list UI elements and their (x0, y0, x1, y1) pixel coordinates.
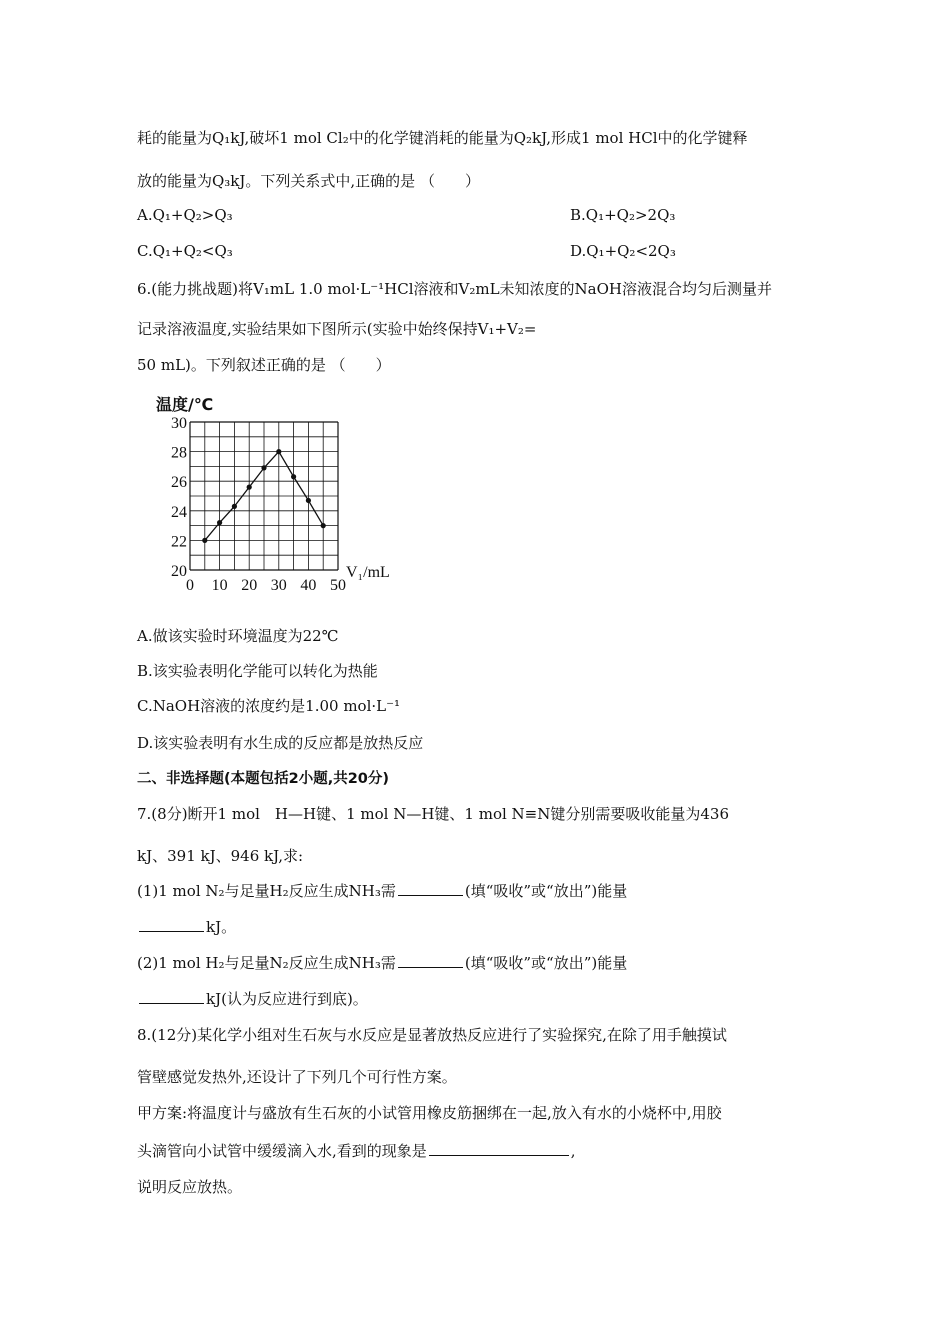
chart-grid (190, 422, 338, 570)
q5-line2: 放的能量为Q₃kJ。下列关系式中,正确的是 （ ） (137, 172, 480, 190)
x-tick-label: 30 (270, 577, 287, 594)
data-point (247, 485, 252, 490)
q8-line5: 说明反应放热。 (137, 1178, 243, 1196)
q5-option-d: D.Q₁+Q₂<2Q₃ (570, 242, 676, 260)
x-tick-label: 50 (330, 577, 346, 594)
q8-line3: 甲方案:将温度计与盛放有生石灰的小试管用橡皮筋捆绑在一起,放入有水的小烧杯中,用胶 (137, 1104, 722, 1122)
data-point (261, 465, 266, 470)
y-tick-label: 26 (171, 474, 187, 492)
data-point (306, 498, 311, 503)
q7-part1-text-c: kJ。 (206, 918, 237, 936)
q7-line2: kJ、391 kJ、946 kJ,求: (137, 847, 304, 865)
q7-part2-text-a: (2)1 mol H₂与足量N₂反应生成NH₃需 (137, 954, 396, 972)
q8-line2: 管壁感觉发热外,还设计了下列几个可行性方案。 (137, 1068, 457, 1086)
q7-part2 (137, 952, 627, 973)
q7-part1-line2 (137, 916, 236, 937)
q7-part2-blank1[interactable] (398, 953, 463, 968)
q5-option-c: C.Q₁+Q₂<Q₃ (137, 242, 233, 260)
q6-option-b: B.该实验表明化学能可以转化为热能 (137, 662, 378, 680)
data-point (232, 504, 237, 509)
q5-option-a: A.Q₁+Q₂>Q₃ (137, 206, 233, 224)
q6-option-c: C.NaOH溶液的浓度约是1.00 mol·L⁻¹ (137, 697, 401, 715)
chart-ticks (171, 415, 346, 594)
data-point (321, 523, 326, 528)
q7-part2-line2 (137, 988, 368, 1009)
x-axis-label: V₁/mL (346, 564, 390, 581)
q7-part1-text-b: (填“吸收”或“放出”)能量 (464, 882, 628, 900)
q7-part2-blank2[interactable] (139, 989, 204, 1004)
q7-line1: 7.(8分)断开1 mol H—H键、1 mol N—H键、1 mol N≡N键分别需要吸收能量为436 (137, 805, 730, 823)
q7-part2-text-b: (填“吸收”或“放出”)能量 (464, 954, 628, 972)
x-tick-label: 20 (241, 577, 258, 594)
q7-part1 (137, 880, 627, 901)
section2-title: 二、非选择题(本题包括2小题,共20分) (137, 771, 390, 787)
q5-option-b: B.Q₁+Q₂>2Q₃ (570, 206, 676, 224)
q7-part1-blank1[interactable] (398, 881, 463, 896)
data-point (202, 538, 207, 543)
q6-option-d: D.该实验表明有水生成的反应都是放热反应 (137, 734, 424, 752)
q8-line1: 8.(12分)某化学小组对生石灰与水反应是显著放热反应进行了实验探究,在除了用手触摸试 (137, 1026, 727, 1044)
y-tick-label: 28 (171, 444, 187, 462)
y-axis-label: 温度/℃ (156, 395, 214, 414)
x-tick-label: 0 (186, 577, 194, 594)
q8-line4 (137, 1140, 576, 1161)
q8-line4-comma: , (570, 1142, 576, 1160)
q6-line3: 50 mL)。下列叙述正确的是 （ ） (137, 356, 391, 374)
y-tick-label: 30 (171, 415, 187, 432)
x-tick-label: 10 (211, 577, 228, 594)
data-point (291, 474, 296, 479)
y-tick-label: 24 (171, 503, 187, 521)
q6-option-a: A.做该实验时环境温度为22℃ (137, 627, 339, 645)
q6-line1: 6.(能力挑战题)将V₁mL 1.0 mol·L⁻¹HCl溶液和V₂mL未知浓度的NaOH溶液混合均匀后测量并 (137, 280, 772, 298)
x-tick-label: 40 (300, 577, 317, 594)
q7-part1-blank2[interactable] (139, 917, 204, 932)
q6-line2: 记录溶液温度,实验结果如下图所示(实验中始终保持V₁+V₂= (137, 320, 537, 338)
q5-line1: 耗的能量为Q₁kJ,破坏1 mol Cl₂中的化学键消耗的能量为Q₂kJ,形成1 mol HCl中的化学键释 (137, 129, 748, 147)
temperature-chart (150, 390, 410, 600)
q7-part1-text-a: (1)1 mol N₂与足量H₂反应生成NH₃需 (137, 882, 396, 900)
data-point (217, 520, 222, 525)
q7-part2-text-c: kJ(认为反应进行到底)。 (206, 990, 368, 1008)
q8-line4-text: 头滴管向小试管中缓缓滴入水,看到的现象是 (137, 1142, 427, 1160)
y-tick-label: 22 (171, 533, 187, 551)
data-point (276, 449, 281, 454)
q8-blank[interactable] (429, 1141, 569, 1156)
y-tick-label: 20 (171, 563, 187, 580)
